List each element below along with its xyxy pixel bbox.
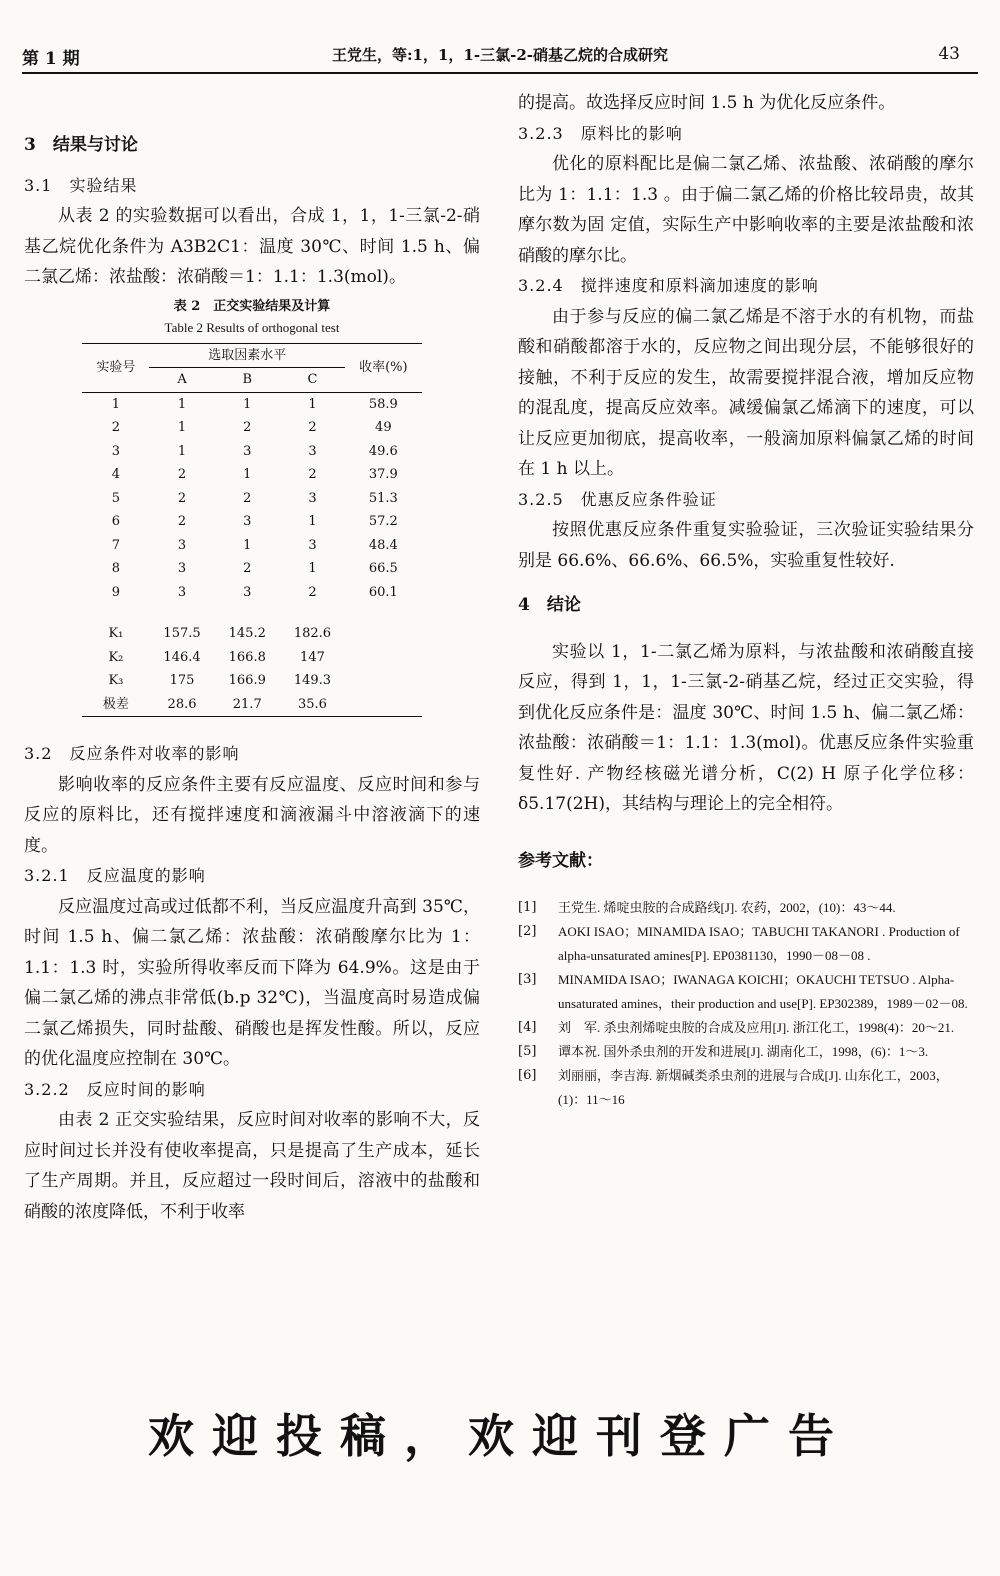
- reference-number: [5]: [518, 1044, 537, 1059]
- table-summary-cell: 28.6: [149, 693, 214, 717]
- section-3-2-heading: 3.2 反应条件对收率的影响: [24, 744, 240, 763]
- section-3-2-text: 影响收率的反应条件主要有反应温度、反应时间和参与反应的原料比，还有搅拌速度和滴液漏斗中溶液滴下的速度。: [24, 774, 480, 856]
- table-cell: 3: [111, 443, 121, 459]
- table-summary-row: [82, 669, 421, 693]
- table-summary-cell: 极差: [82, 693, 149, 717]
- table-cell: 3: [177, 537, 187, 553]
- table-summary-cell: 166.9: [228, 673, 266, 688]
- table-cell: 2: [308, 584, 317, 600]
- section-3-2-5-text: 按照优惠反应条件重复实验验证，三次验证实验结果分别是 66.6%、66.6%、66.5%，实验重复性较好.: [518, 520, 974, 571]
- table-summary-cell: 35.6: [280, 693, 345, 717]
- table-cell: 3: [243, 443, 252, 459]
- table-summary-cell: 147: [300, 649, 325, 665]
- table-cell: 3: [308, 537, 317, 553]
- right-column: [518, 88, 974, 1112]
- table-header-factor: 选取因素水平: [149, 343, 345, 368]
- table-summary-cell: 175: [169, 673, 195, 688]
- reference-number: [2]: [518, 924, 537, 939]
- table-summary-cell: 145.2: [228, 626, 266, 641]
- reference-number: [3]: [518, 972, 537, 987]
- section-4-heading: 4 结论: [518, 595, 581, 615]
- reference-text: 刘 军. 杀虫剂烯啶虫胺的合成及应用[J]. 浙江化工，1998(4)：20～21.: [558, 1020, 955, 1035]
- table-cell: 48.4: [368, 537, 398, 553]
- orthogonal-test-table: [82, 343, 421, 718]
- table-blank-cell: [345, 693, 422, 717]
- table-cell: 58.9: [368, 396, 398, 412]
- table-blank-cell: [345, 669, 422, 693]
- table-summary-cell: K₁: [108, 626, 124, 641]
- reference-item: [518, 968, 974, 1016]
- table-cell: 1: [243, 467, 252, 482]
- section-3-2-2-heading: 3.2.2 反应时间的影响: [24, 1079, 206, 1099]
- reference-item: [518, 1064, 974, 1112]
- references-heading: 参考文献：: [518, 850, 603, 871]
- table-cell: 1: [308, 396, 317, 412]
- table-summary-cell: 182.6: [293, 626, 332, 641]
- table-blank-cell: [345, 604, 422, 646]
- running-title: 王党生，等:1，1，1-三氯-2-硝基乙烷的合成研究: [332, 46, 668, 64]
- table-cell: 66.5: [368, 561, 398, 576]
- table-cell: 2: [177, 490, 187, 506]
- section-3-1-text: 从表 2 的实验数据可以看出，合成 1，1，1-三氯-2-硝基乙烷优化条件为 A3B2C1：温度 30℃、时间 1.5 h、偏二氯乙烯：浓盐酸：浓硝酸＝1：1.1：1.3(mol)。: [24, 206, 480, 287]
- left-column: [24, 130, 480, 1227]
- table-cell: 3: [177, 584, 187, 600]
- table-cell: 7: [111, 537, 121, 553]
- table-cell: 2: [243, 561, 252, 576]
- table-cell: 2: [308, 467, 317, 482]
- table-cell: 2: [308, 420, 317, 435]
- table-cell: 1: [243, 537, 252, 553]
- section-3-2-3-text: 优化的原料配比是偏二氯乙烯、浓盐酸、浓硝酸的摩尔比为 1：1.1：1.3 。由于偏二氯乙烯的价格比较昂贵，故其摩尔数为固 定值，实际生产中影响收率的主要是浓盐酸和浓硝酸的摩尔比。: [518, 154, 974, 266]
- table-cell: 49.6: [368, 443, 398, 459]
- table-cell: 1: [308, 561, 317, 576]
- table-cell: 2: [177, 514, 187, 529]
- table-cell: 57.2: [368, 514, 398, 529]
- table-cell: 9: [111, 584, 121, 600]
- banner-slogan: 欢迎投稿，欢迎刊登广告: [148, 1409, 852, 1463]
- section-3-2-5-heading: 3.2.5 优惠反应条件验证: [518, 489, 717, 509]
- table-cell: 1: [111, 396, 121, 412]
- table-row: [82, 534, 421, 558]
- table-row: [82, 510, 421, 534]
- reference-text: 谭本祝. 国外杀虫剂的开发和进展[J]. 湖南化工，1998，(6)：1～3.: [558, 1044, 929, 1059]
- reference-text: 王党生. 烯啶虫胺的合成路线[J]. 农药，2002，(10)：43～44.: [558, 900, 896, 915]
- table-row: [82, 487, 421, 511]
- table-cell: 49: [375, 420, 392, 435]
- section-3-2-4-text: 由于参与反应的偏二氯乙烯是不溶于水的有机物，而盐酸和硝酸都溶于水的，反应物之间出现分层，不能够很好的接触，不利于反应的发生，故需要搅拌混合液，增加反应物的混乱度，提高反应效率。减缓偏氯乙烯滴下的速度，可以让反应更加彻底，提高收率，一般滴加原料偏氯乙烯的时间在 1 h 以上。: [518, 306, 974, 479]
- table-cell: 3: [308, 443, 317, 459]
- issue-number: 第 1 期: [22, 49, 80, 69]
- reference-item: [518, 1040, 974, 1064]
- table-summary-row: [82, 646, 421, 670]
- table-cell: 3: [243, 584, 252, 600]
- table-cell: 37.9: [368, 467, 398, 482]
- table-summary-cell: K₂: [108, 649, 124, 665]
- table-cell: 3: [177, 561, 187, 576]
- table-row: [82, 557, 421, 581]
- section-3-2-1-heading: 3.2.1 反应温度的影响: [24, 866, 206, 885]
- table-summary-cell: 21.7: [215, 693, 280, 717]
- table-cell: 1: [308, 514, 317, 529]
- reference-list: [518, 896, 974, 1112]
- table-row: [82, 392, 421, 416]
- reference-text: AOKI ISAO；MINAMIDA ISAO；TABUCHI TAKANORI . Production of alpha-unsaturated amines[P]. EP0381130，1990－08－08 .: [558, 924, 960, 963]
- table-summary-row: [82, 604, 421, 646]
- table-row: [82, 463, 421, 487]
- continued-text: 的提高。故选择反应时间 1.5 h 为优化反应条件。: [518, 93, 896, 113]
- table-summary-cell: 157.5: [163, 626, 201, 641]
- table-header-c: C: [280, 368, 345, 393]
- section-3-1-heading: 3.1 实验结果: [24, 175, 138, 195]
- table-row: [82, 581, 421, 605]
- header-rule: [22, 72, 978, 74]
- table-cell: 2: [111, 420, 121, 435]
- table-cell: 3: [308, 490, 317, 506]
- reference-number: [4]: [518, 1020, 537, 1035]
- section-3-heading: 3 结果与讨论: [24, 135, 138, 155]
- table-cell: 1: [177, 420, 187, 435]
- table-blank-cell: [345, 646, 422, 670]
- table-cell: 60.1: [368, 584, 398, 600]
- table-summary-cell: 146.4: [163, 649, 201, 665]
- reference-item: [518, 896, 974, 920]
- table-header-a: A: [149, 368, 214, 393]
- table-2: [24, 297, 480, 718]
- section-3-2-1-text: 反应温度过高或过低都不利，当反应温度升高到 35℃，时间 1.5 h、偏二氯乙烯：浓盐酸：浓硝酸摩尔比为 1：1.1：1.3 时，实验所得收率反而下降为 64.9%。这是由于偏二氯乙烯的沸点非常低(b.p 32℃)，当温度高时易造成偏二氯乙烯损失，同时盐酸、硝酸也是挥发性酸。所以，反应的优化温度应控制在 30℃。: [24, 896, 480, 1069]
- reference-item: [518, 1016, 974, 1040]
- reference-text: 刘丽丽，李吉海. 新烟碱类杀虫剂的进展与合成[J]. 山东化工，2003，(1)：11～16: [558, 1068, 949, 1107]
- table-header-trial: 实验号: [82, 343, 149, 392]
- table-header-yield: 收率(%): [345, 343, 422, 392]
- table-summary-cell: 166.8: [228, 649, 266, 665]
- table-cell: 1: [177, 443, 187, 459]
- reference-number: [6]: [518, 1068, 537, 1083]
- table-caption-en: Table 2 Results of orthogonal test: [164, 319, 340, 335]
- table-cell: 2: [177, 467, 187, 482]
- page-number: 43: [938, 44, 960, 64]
- table-row: [82, 416, 421, 440]
- section-3-2-2-text: 由表 2 正交实验结果，反应时间对收率的影响不大，反应时间过长并没有使收率提高，只是提高了生产成本，延长了生产周期。并且，反应超过一段时间后，溶液中的盐酸和硝酸的浓度降低，不利于收率: [24, 1110, 480, 1222]
- table-cell: 2: [243, 490, 252, 506]
- table-cell: 8: [111, 561, 121, 576]
- reference-number: [1]: [518, 900, 537, 915]
- table-header-b: B: [215, 368, 280, 393]
- table-cell: 1: [177, 396, 187, 412]
- table-caption-zh: 表 2 正交实验结果及计算: [173, 298, 331, 314]
- table-cell: 1: [243, 396, 252, 412]
- table-row: [82, 440, 421, 464]
- reference-item: [518, 920, 974, 968]
- table-cell: 6: [111, 514, 121, 529]
- table-cell: 2: [243, 420, 252, 435]
- section-4-text: 实验以 1，1-二氯乙烯为原料，与浓盐酸和浓硝酸直接反应，得到 1，1，1-三氯-2-硝基乙烷，经过正交实验，得到优化反应条件是：温度 30℃、时间 1.5 h、偏二氯乙烯：浓盐酸：浓硝酸＝1：1.1：1.3(mol)。优惠反应条件实验重复性好. 产物经核磁光谱分析，C(2) H 原子化学位移：δ5.17(2H)，其结构与理论上的完全相符。: [518, 641, 974, 814]
- table-cell: 51.3: [368, 490, 398, 506]
- table-summary-cell: K₃: [108, 673, 124, 688]
- table-cell: 4: [111, 467, 121, 482]
- reference-text: MINAMIDA ISAO；IWANAGA KOICHI；OKAUCHI TETSUO . Alpha-unsaturated amines，their production and use[P]. EP302389，1989－02－08.: [558, 972, 968, 1011]
- section-3-2-3-heading: 3.2.3 原料比的影响: [518, 123, 683, 143]
- table-summary-row: [82, 693, 421, 717]
- section-3-2-4-heading: 3.2.4 搅拌速度和原料滴加速度的影响: [518, 276, 819, 295]
- table-summary-cell: 149.3: [293, 673, 332, 688]
- table-cell: 3: [243, 514, 252, 529]
- table-cell: 5: [111, 490, 121, 506]
